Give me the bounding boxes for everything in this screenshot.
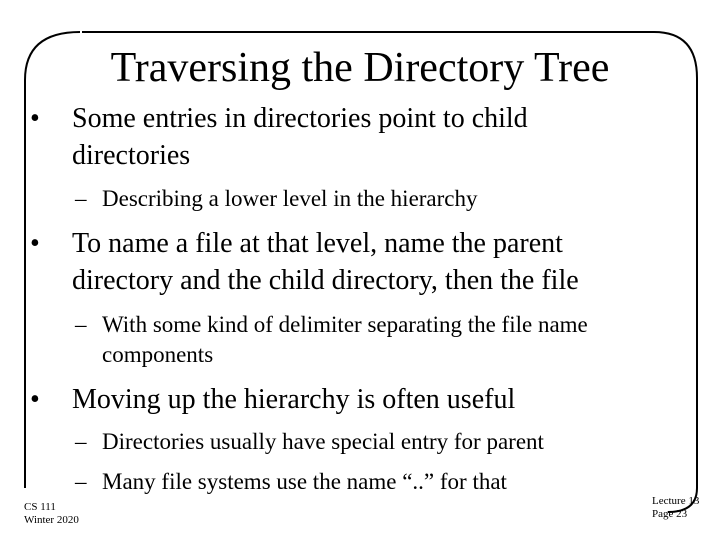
subbullet-marker: – bbox=[75, 429, 87, 454]
subbullet-marker: – bbox=[75, 469, 87, 494]
subbullet-marker: – bbox=[75, 186, 87, 211]
bullet-item bbox=[30, 225, 670, 299]
subbullet-text: With some kind of delimiter separating the file name components bbox=[102, 312, 588, 367]
bullet-marker: • bbox=[30, 384, 40, 415]
subbullet-item bbox=[75, 310, 640, 370]
bullet-marker: • bbox=[30, 228, 40, 259]
subbullet-marker: – bbox=[75, 312, 87, 337]
bullet-marker: • bbox=[30, 103, 40, 134]
bullet-text: Moving up the hierarchy is often useful bbox=[72, 384, 516, 415]
bullet-item bbox=[30, 100, 630, 174]
footer-term: Winter 2020 bbox=[24, 514, 79, 526]
footer-lecture: Lecture 13 bbox=[652, 495, 700, 507]
subbullet-item bbox=[75, 427, 675, 457]
subbullet-item bbox=[75, 467, 675, 497]
bullet-text: To name a file at that level, name the parent directory and the child directory, then the file bbox=[72, 228, 579, 296]
slide-title: Traversing the Directory Tree bbox=[110, 45, 610, 91]
subbullet-text: Describing a lower level in the hierarchy bbox=[102, 186, 478, 211]
footer-lecture-info bbox=[652, 495, 699, 521]
subbullet-item bbox=[75, 184, 675, 214]
bullet-item bbox=[30, 381, 670, 418]
subbullet-text: Directories usually have special entry for parent bbox=[102, 429, 544, 454]
footer-course: CS 111 bbox=[24, 501, 56, 513]
subbullet-text: Many file systems use the name “..” for that bbox=[102, 469, 507, 494]
bullet-text: Some entries in directories point to child directories bbox=[72, 103, 528, 171]
footer-course-info bbox=[24, 501, 79, 527]
footer-page: Page 23 bbox=[652, 508, 688, 520]
